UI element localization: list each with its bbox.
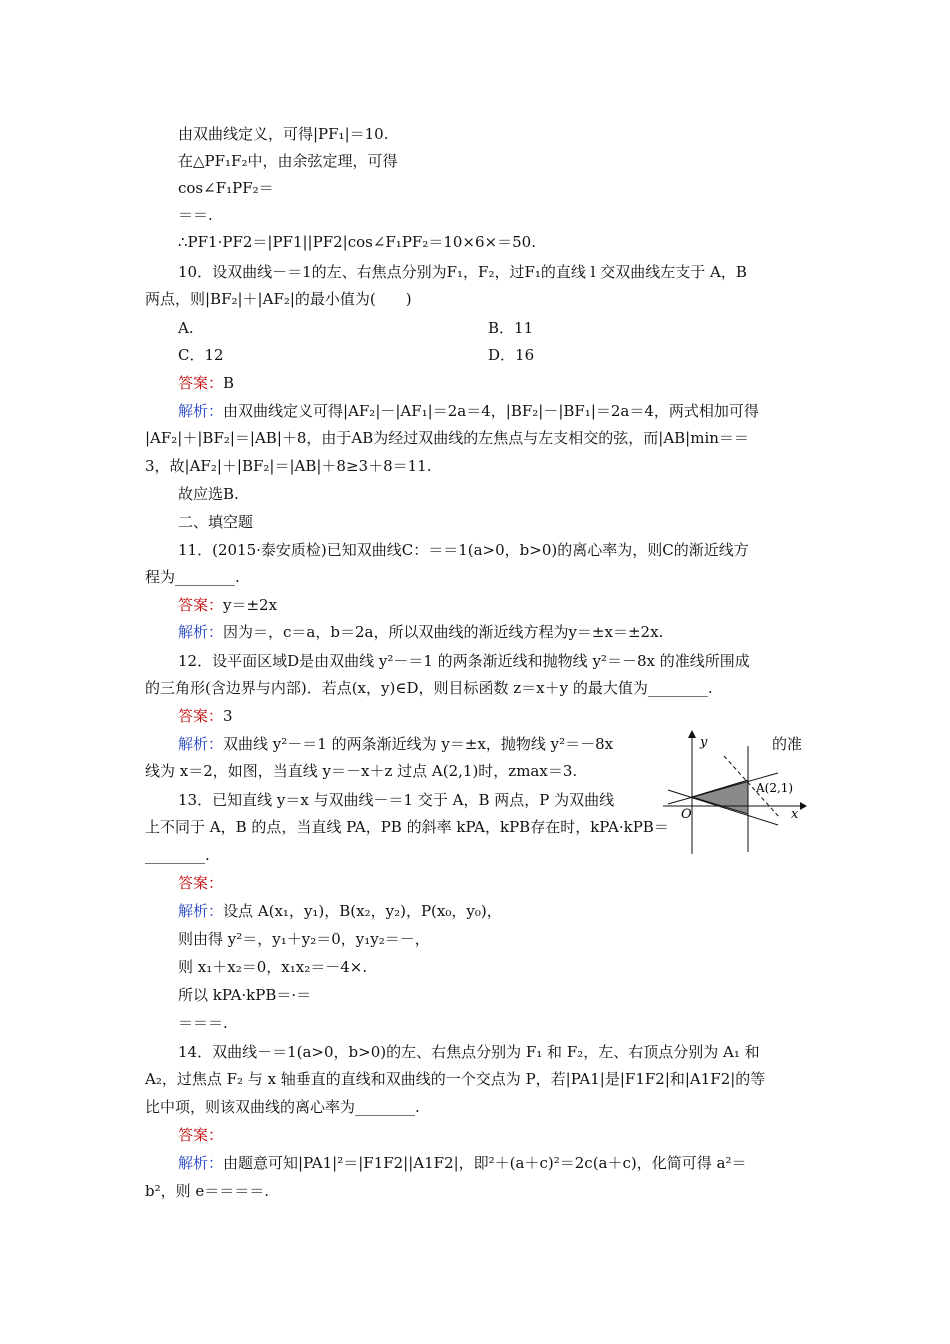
q10-stem-line-2: 两点，则|BF₂|＋|AF₂|的最小值为( ) xyxy=(145,290,412,308)
y-axis-arrow xyxy=(688,730,696,738)
q13-analysis-line-1 xyxy=(178,901,502,921)
q11-stem-line-2: 程为________. xyxy=(145,568,240,586)
analysis-text: 设点 A(x₁，y₁)，B(x₂，y₂)，P(x₀，y₀)， xyxy=(223,902,502,920)
q13-analysis-line-4: 所以 kPA·kPB＝·＝ xyxy=(178,986,312,1004)
q10-option-a: A. xyxy=(178,319,194,337)
q11-answer xyxy=(178,595,277,615)
analysis-text: 由双曲线定义可得|AF₂|－|AF₁|＝2a＝4，|BF₂|－|BF₁|＝2a＝4，两式相加可得 xyxy=(223,402,759,420)
q10-analysis-line-2: |AF₂|＋|BF₂|＝|AB|＋8，由于AB为经过双曲线的左焦点与左支相交的弦，而|AB|min＝＝ xyxy=(145,429,749,447)
derivation-line-5: ∴PF1·PF2＝|PF1||PF2|cos∠F₁PF₂＝10×6×＝50. xyxy=(178,233,536,251)
q14-stem-line-3: 比中项，则该双曲线的离心率为________. xyxy=(145,1098,420,1116)
answer-label: 答案： xyxy=(178,374,224,392)
derivation-line-3: cos∠F₁PF₂＝ xyxy=(178,179,274,197)
analysis-text: 双曲线 y²－＝1 的两条渐近线为 y＝±x，抛物线 y²＝－8x xyxy=(223,735,614,753)
q10-option-d: D．16 xyxy=(488,346,535,364)
q11-stem-line-1: 11．(2015·泰安质检)已知双曲线C：＝＝1(a>0，b>0)的离心率为，则C的渐近线方 xyxy=(178,541,749,559)
answer-label: 答案： xyxy=(178,1126,224,1144)
analysis-label: 解析： xyxy=(178,1154,224,1172)
q12-analysis-line-1 xyxy=(178,734,613,754)
q10-stem-line-1: 10．设双曲线－＝1的左、右焦点分别为F₁，F₂，过F₁的直线 l 交双曲线左支于 A，B xyxy=(178,263,747,281)
q14-analysis-line-2: b²，则 e＝＝＝＝. xyxy=(145,1182,270,1200)
x-axis-arrow xyxy=(800,802,807,810)
y-axis-label: y xyxy=(700,735,708,750)
derivation-line-4: ＝＝. xyxy=(178,206,213,224)
region-figure xyxy=(660,728,810,858)
answer-label: 答案： xyxy=(178,874,224,892)
x-axis-label: x xyxy=(791,807,799,822)
analysis-label: 解析： xyxy=(178,623,224,641)
origin-label: O xyxy=(681,807,692,822)
answer-label: 答案： xyxy=(178,596,224,614)
q10-option-b: B．11 xyxy=(488,319,534,337)
analysis-text: 由题意可知|PA1|²＝|F1F2||A1F2|，即²＋(a＋c)²＝2c(a＋c)，化简可得 a²＝ xyxy=(223,1154,747,1172)
derivation-line-1: 由双曲线定义，可得|PF₁|＝10. xyxy=(178,125,389,143)
q12-answer xyxy=(178,706,233,726)
q13-answer xyxy=(178,873,223,893)
point-a-label: A(2,1) xyxy=(756,781,794,795)
q10-analysis-line-3: 3，故|AF₂|＋|BF₂|＝|AB|＋8≥3＋8＝11. xyxy=(145,457,432,475)
section-heading: 二、填空题 xyxy=(178,513,254,531)
q13-analysis-line-5: ＝＝＝. xyxy=(178,1014,228,1032)
q12-stem-line-2: 的三角形(含边界与内部)．若点(x，y)∈D，则目标函数 z＝x＋y 的最大值为________. xyxy=(145,679,713,697)
answer-value: y＝±2x xyxy=(223,596,278,614)
q11-analysis xyxy=(178,622,663,642)
analysis-label: 解析： xyxy=(178,735,224,753)
answer-value: 3 xyxy=(223,707,233,725)
q10-option-c: C．12 xyxy=(178,346,224,364)
q13-stem-line-2: 上不同于 A，B 的点，当直线 PA，PB 的斜率 kPA，kPB存在时，kPA·kPB＝ xyxy=(145,818,669,836)
q12-stem-line-1: 12．设平面区域D是由双曲线 y²－＝1 的两条渐近线和抛物线 y²＝－8x 的准线所围成 xyxy=(178,652,750,670)
q14-stem-line-1: 14．双曲线－＝1(a>0，b>0)的左、右焦点分别为 F₁ 和 F₂，左、右顶点分别为 A₁ 和 xyxy=(178,1043,760,1061)
q10-answer xyxy=(178,373,234,393)
shaded-triangle-region xyxy=(692,780,748,814)
analysis-label: 解析： xyxy=(178,402,224,420)
analysis-label: 解析： xyxy=(178,902,224,920)
analysis-text: 因为＝，c＝a，b＝2a，所以双曲线的渐近线方程为y＝±x＝±2x. xyxy=(223,623,664,641)
answer-value: B xyxy=(223,374,235,392)
derivation-line-2: 在△PF₁F₂中，由余弦定理，可得 xyxy=(178,152,398,170)
q13-stem-line-1: 13．已知直线 y＝x 与双曲线－＝1 交于 A，B 两点，P 为双曲线 xyxy=(178,791,615,809)
q10-analysis-line-1 xyxy=(178,401,759,421)
q14-analysis-line-1 xyxy=(178,1153,746,1173)
q13-stem-line-3: ________. xyxy=(145,846,210,864)
q12-analysis-line-1-tail: 的准 xyxy=(772,735,803,753)
q13-analysis-line-2: 则由得 y²＝，y₁＋y₂＝0，y₁y₂＝－， xyxy=(178,930,430,948)
q12-analysis-line-2: 线为 x＝2，如图，当直线 y＝－x＋z 过点 A(2,1)时，zmax＝3. xyxy=(145,762,578,780)
q13-analysis-line-3: 则 x₁＋x₂＝0，x₁x₂＝－4×. xyxy=(178,958,368,976)
q14-stem-line-2: A₂，过焦点 F₂ 与 x 轴垂直的直线和双曲线的一个交点为 P，若|PA1|是|F1F2|和|A1F2|的等 xyxy=(145,1070,766,1088)
q14-answer xyxy=(178,1125,223,1145)
answer-label: 答案： xyxy=(178,707,224,725)
q10-analysis-line-4: 故应选B. xyxy=(178,485,239,503)
